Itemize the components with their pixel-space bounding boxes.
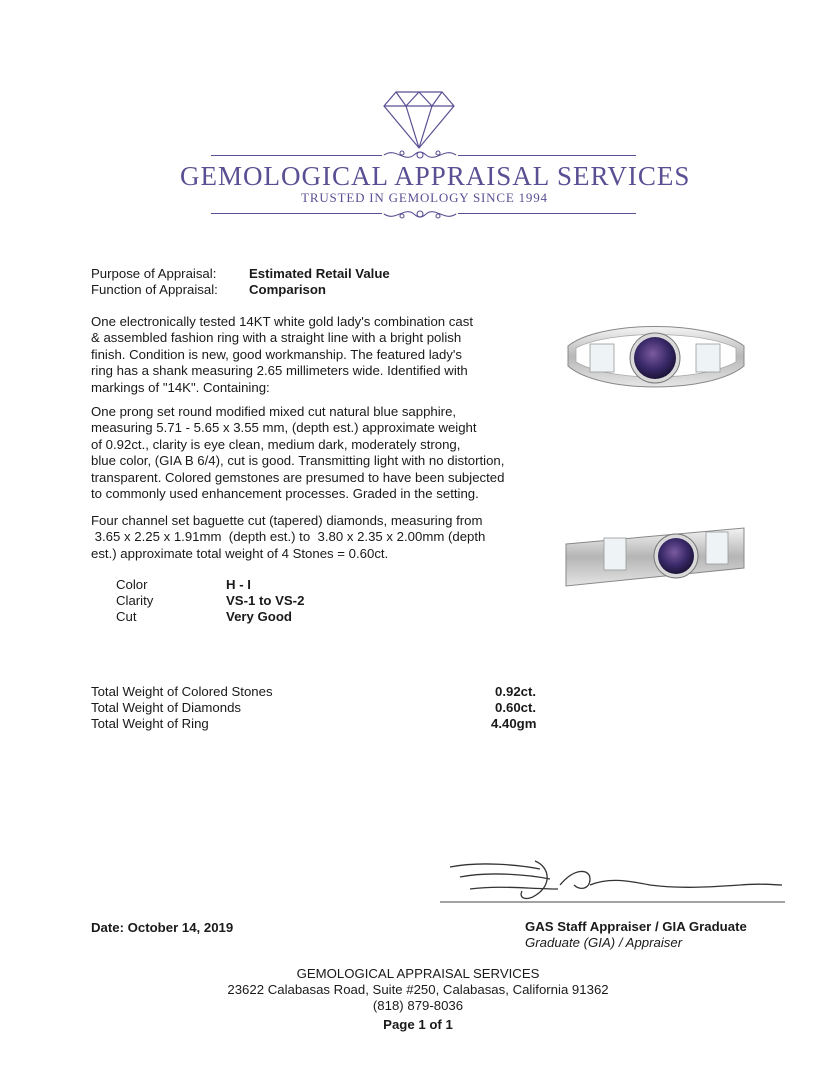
top-rule [211, 155, 382, 156]
footer-phone: (818) 879-8036 [372, 998, 464, 1013]
total-label-diamonds: Total Weight of Diamonds [91, 700, 242, 715]
grade-value-color: H - I [226, 577, 251, 592]
grade-value-clarity: VS-1 to VS-2 [226, 593, 305, 608]
sapphire-description [91, 404, 504, 502]
paragraph-line: 3.65 x 2.25 x 1.91mm (depth est.) to 3.80 x 2.35 x 2.00mm (depth [91, 529, 486, 545]
appraiser-signature [440, 855, 785, 910]
total-value-diamonds: 0.60ct. [495, 700, 537, 715]
paragraph-line: blue color, (GIA B 6/4), cut is good. Transmitting light with no distortion, [91, 453, 505, 469]
top-rule [458, 155, 636, 156]
ring-photo-front [560, 312, 750, 402]
paragraph-line: markings of "14K". Containing: [91, 379, 270, 395]
purpose-value: Estimated Retail Value [249, 266, 390, 281]
total-value-ring: 4.40gm [491, 716, 537, 731]
ring-description [91, 314, 473, 396]
footer-company: GEMOLOGICAL APPRAISAL SERVICES [296, 966, 540, 981]
grade-value-cut: Very Good [226, 609, 292, 624]
paragraph-line: One prong set round modified mixed cut natural blue sapphire, [91, 404, 457, 419]
diamonds-description [91, 513, 485, 562]
paragraph-line: One electronically tested 14KT white gold lady's combination cast [91, 314, 473, 329]
paragraph-line: & assembled fashion ring with a straight line with a bright polish [91, 330, 462, 346]
ring-photo-angled [560, 520, 750, 600]
total-label-colored-stones: Total Weight of Colored Stones [91, 684, 273, 699]
grade-label-color: Color [116, 577, 148, 592]
diamond-logo-icon [382, 88, 456, 150]
bottom-rule [211, 213, 382, 214]
flourish-bottom-icon [382, 204, 458, 224]
company-tagline: TRUSTED IN GEMOLOGY SINCE 1994 [301, 190, 548, 205]
grade-label-cut: Cut [116, 609, 137, 624]
appraisal-date: Date: October 14, 2019 [91, 920, 234, 935]
paragraph-line: to commonly used enhancement processes. Graded in the setting. [91, 486, 479, 502]
paragraph-line: finish. Condition is new, good workmanship. The featured lady's [91, 346, 463, 362]
function-label: Function of Appraisal: [91, 282, 218, 297]
function-value: Comparison [249, 282, 326, 297]
paragraph-line: transparent. Colored gemstones are presumed to have been subjected [91, 469, 505, 485]
paragraph-line: ring has a shank measuring 2.65 millimeters wide. Identified with [91, 363, 468, 379]
paragraph-line: measuring 5.71 - 5.65 x 3.55 mm, (depth est.) approximate weight [91, 420, 477, 436]
bottom-rule [458, 213, 636, 214]
appraiser-subtitle: Graduate (GIA) / Appraiser [525, 935, 683, 950]
total-label-ring: Total Weight of Ring [91, 716, 209, 731]
company-name: GEMOLOGICAL APPRAISAL SERVICES [180, 161, 691, 191]
total-value-colored-stones: 0.92ct. [495, 684, 537, 699]
paragraph-line: of 0.92ct., clarity is eye clean, medium dark, moderately strong, [91, 436, 461, 452]
page-number: Page 1 of 1 [383, 1017, 453, 1032]
appraiser-title: GAS Staff Appraiser / GIA Graduate [525, 919, 747, 934]
footer-address: 23622 Calabasas Road, Suite #250, Calabasas, California 91362 [227, 982, 609, 997]
letterhead-logo [0, 0, 829, 230]
grade-label-clarity: Clarity [116, 593, 154, 608]
paragraph-line: Four channel set baguette cut (tapered) diamonds, measuring from [91, 513, 483, 528]
paragraph-line: est.) approximate total weight of 4 Stones = 0.60ct. [91, 545, 389, 561]
purpose-label: Purpose of Appraisal: [91, 266, 217, 281]
